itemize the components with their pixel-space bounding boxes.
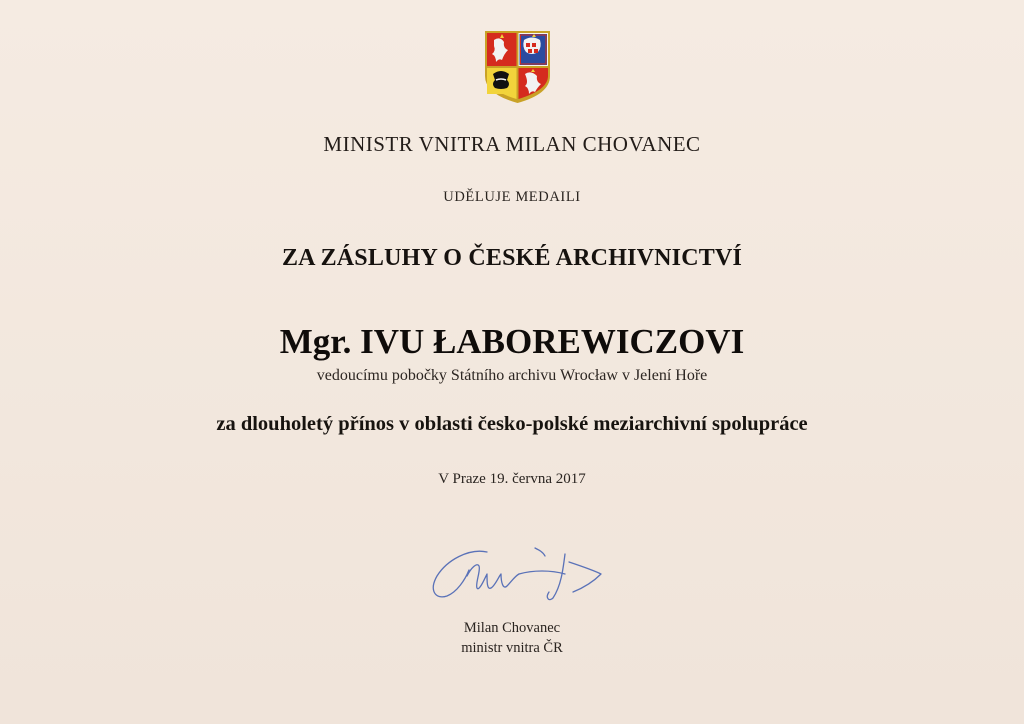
medal-name: ZA ZÁSLUHY O ČESKÉ ARCHIVNICTVÍ bbox=[281, 245, 743, 271]
recipient-name: Mgr. IVU ŁABOREWICZOVI bbox=[279, 322, 745, 361]
signature-icon bbox=[415, 540, 615, 612]
award-statement: UDĚLUJE MEDAILI bbox=[443, 189, 581, 205]
signer-name: Milan Chovanec bbox=[463, 620, 561, 636]
signer-title: ministr vnitra ČR bbox=[461, 640, 563, 656]
issue-date: V Praze 19. června 2017 bbox=[438, 471, 586, 487]
czech-coat-of-arms-icon bbox=[484, 30, 551, 104]
award-reason: za dlouholetý přínos v oblasti česko-polské meziarchivní spolupráce bbox=[216, 413, 808, 435]
recipient-position: vedoucímu pobočky Státního archivu Wrocław v Jelení Hoře bbox=[316, 367, 708, 384]
minister-title: MINISTR VNITRA MILAN CHOVANEC bbox=[323, 132, 701, 156]
